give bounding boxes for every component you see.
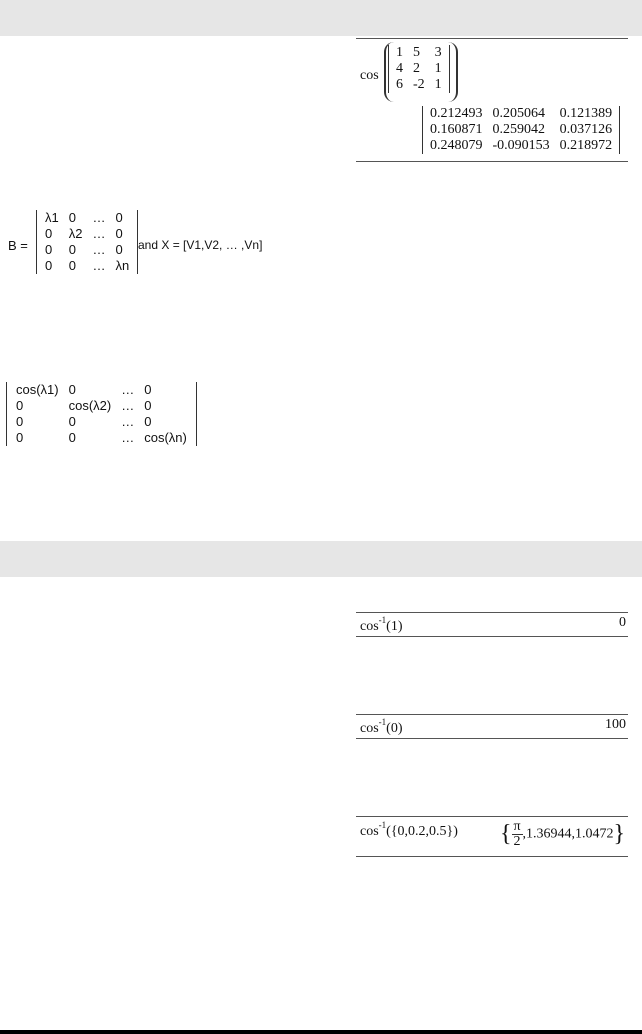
result: $\{\frac{\pi}{2},1.36944,1.0472\}$ [500,819,626,849]
result-matrix-cell: 0.218972 [559,138,613,153]
input-matrix-cell: 1 [396,45,403,60]
b-matrix-cell: … [92,242,106,257]
b-matrix-row [40,258,134,274]
cos-diag-row [11,382,192,398]
cos-diag-row [11,414,192,430]
b-matrix-cell: … [92,210,106,225]
result-matrix-cell: 0.248079 [430,138,483,153]
input-matrix-cell: 1 [434,61,442,76]
input-matrix-cell: 4 [396,61,403,76]
expression: $\cos^{-1}(\{0,0.2,0.5\})$ [360,820,458,839]
b-matrix-cell: 0 [68,242,76,257]
result-matrix-cell: 0.160871 [430,122,483,137]
expression: $\cos^{-1}(0)$ [360,717,403,736]
cos-diag-cell: … [121,382,135,397]
b-matrix-row [40,210,134,226]
x-definition: and X = [V1,V2, … ,Vn] [138,238,263,252]
acos-example-3 [356,816,628,856]
b-matrix-cell: … [92,258,106,273]
input-matrix-row [391,45,447,61]
section-header-band [0,0,642,36]
input-matrix-cell: 5 [413,45,420,60]
b-matrix-row [40,242,134,258]
result-matrix-cell: 0.259042 [492,122,545,137]
b-matrix-cell: λn [115,258,130,273]
cos-diag-cell: 0 [16,398,24,413]
result-matrix-cell: 0.037126 [559,122,613,137]
cos-diag-cell: 0 [68,382,76,397]
b-matrix-cell: λ1 [45,210,59,225]
input-matrix-cell: 1 [434,77,442,92]
cos-diag-cell: cos(λ2) [68,398,112,413]
b-matrix-cell: 0 [115,226,123,241]
cos-diag-cell: 0 [144,382,152,397]
expression: $\cos^{-1}(1)$ [360,615,403,634]
result-matrix-row [425,122,617,138]
b-matrix-cell: 0 [115,242,123,257]
input-matrix-row [391,77,447,93]
result: 100 [605,717,626,732]
cos-diag-cell: … [121,430,135,445]
acos-example-1 [356,612,628,638]
b-matrix-definition [8,208,263,288]
input-matrix-row [391,61,447,77]
input-matrix-cell: 6 [396,77,403,92]
cos-matrix-example [356,38,628,162]
b-matrix-cell: 0 [45,242,53,257]
cos-diag-row [11,430,192,446]
b-matrix [36,210,138,274]
b-matrix-cell: 0 [45,258,53,273]
b-matrix-cell: 0 [115,210,123,225]
b-matrix-cell: … [92,226,106,241]
b-matrix-cell: 0 [68,258,76,273]
result-matrix-cell: 0.121389 [559,106,613,121]
cos-diag-cell: 0 [144,414,152,429]
result-matrix-row [425,106,617,122]
section-header-band [0,541,642,577]
cos-label: cos [360,68,379,83]
result-matrix [422,106,620,154]
cos-diag-row [11,398,192,414]
input-matrix-cell: 2 [413,61,420,76]
cos-diag-cell: … [121,398,135,413]
result-matrix-cell: -0.090153 [492,138,550,153]
cos-diag-cell: 0 [16,430,24,445]
acos-example-2 [356,714,628,740]
result-matrix-row [425,138,617,154]
result: 0 [619,615,626,630]
b-matrix-row [40,226,134,242]
cos-diag-cell: cos(λn) [144,430,187,445]
cos-diag-cell: 0 [68,414,76,429]
b-matrix-cell: 0 [68,210,76,225]
cos-diag-cell: 0 [16,414,24,429]
cos-diag-cell: 0 [68,430,76,445]
b-matrix-cell: 0 [45,226,53,241]
input-matrix-cell: 3 [434,45,442,60]
input-matrix-cell: -2 [413,77,425,92]
b-matrix-cell: λ2 [68,226,83,241]
input-matrix [388,45,450,93]
page-bottom-rule [0,1030,642,1034]
b-label: B = [8,238,28,253]
cos-diag-cell: … [121,414,135,429]
result-matrix-cell: 0.205064 [492,106,545,121]
cos-diag-cell: 0 [144,398,152,413]
result-matrix-cell: 0.212493 [430,106,483,121]
cos-diagonal-matrix [6,382,197,446]
cos-diag-cell: cos(λ1) [16,382,59,397]
